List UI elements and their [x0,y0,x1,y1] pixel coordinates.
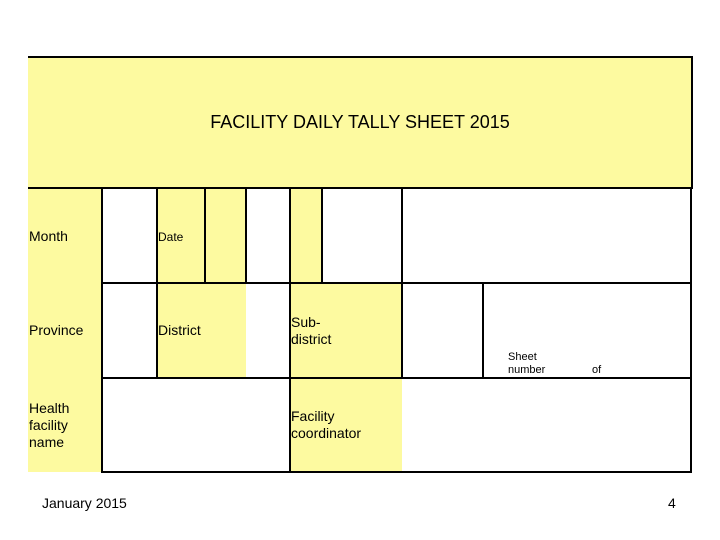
page-number: 4 [668,495,676,511]
month-label: Month [29,228,68,244]
district-label: District [158,322,201,338]
grid-line-row3-top [102,377,692,379]
sheet-number-label: Sheet number [508,351,546,376]
subdistrict-label: Sub- district [291,314,332,347]
grid-line-bottom [102,471,692,473]
grid-line-v3 [204,189,206,283]
grid-line-v4 [245,189,247,283]
health-facility-name-label: Health facility name [29,400,70,450]
province-label: Province [29,322,84,338]
sheet-of-label: of [592,364,602,376]
grid-line-v1 [101,189,103,473]
grid-line-v7 [401,189,403,378]
grid-line-v2 [156,189,158,378]
grid-line-row2-top [102,282,692,284]
footer-date: January 2015 [42,495,127,511]
grid-line-right [690,189,692,473]
grid-line-v6 [321,189,323,283]
date-label: Date [158,230,184,244]
facility-coordinator-label: Facility coordinator [291,408,362,441]
date-digit-cell-2 [206,189,246,283]
date-digit-cell-4 [290,189,322,283]
grid-line-v8 [482,283,484,378]
sheet-title: FACILITY DAILY TALLY SHEET 2015 [210,112,510,132]
